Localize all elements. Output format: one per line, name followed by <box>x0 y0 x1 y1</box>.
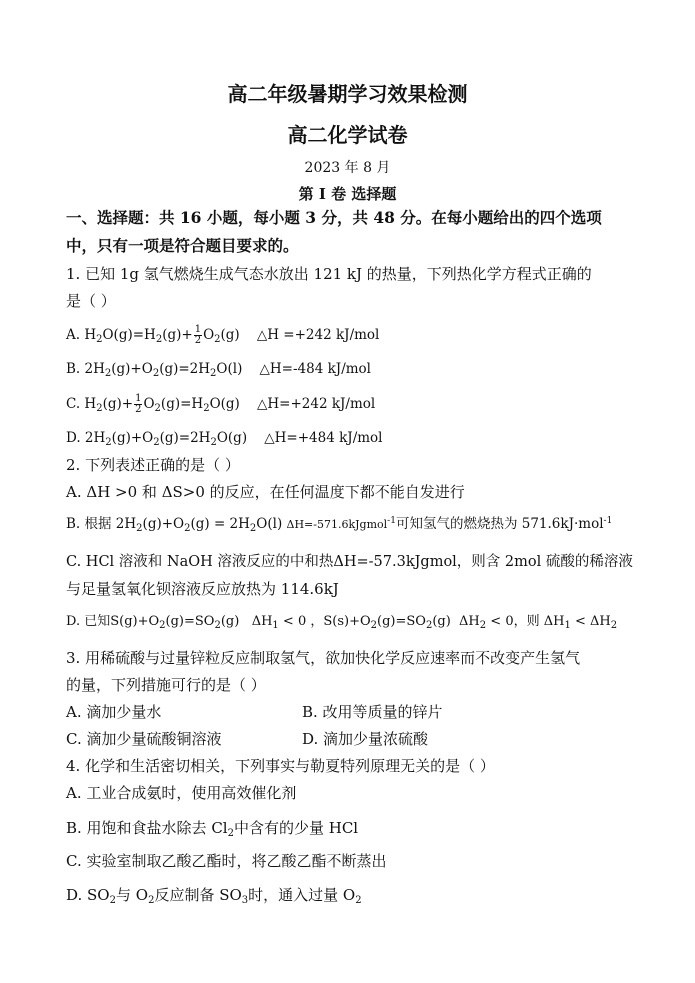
q2-stem: 2. 下列表述正确的是（ ） <box>66 456 240 474</box>
q2-option-d-prefix: D. 已知 <box>66 614 111 629</box>
q1-option-d[interactable]: D. $2H_2(g)+O_2(g)=2H_2O(g)$ △H=+484 kJ/mol <box>66 430 383 448</box>
q4-option-d-mid-1: 与 O <box>115 886 149 904</box>
q1-option-c[interactable]: C. $H_2(g)+$ $\frac{1}{2}$ $O_2(g)=H_2O(g)$ △H=+242 kJ/mol <box>66 393 376 415</box>
section-heading: 第 I 卷 选择题 <box>298 185 397 203</box>
q1-option-a[interactable]: A. $H_2O(g)=H_2(g)+$ $\frac{1}{2}$ $O_2(g)$ △H =+242 kJ/mol <box>66 324 380 346</box>
q4-option-d-prefix: D. SO <box>66 886 110 904</box>
exam-date: 2023 年 8 月 <box>304 160 391 176</box>
q4-option-c[interactable]: C. 实验室制取乙酸乙酯时，将乙酸乙酯不断蒸出 <box>66 852 387 870</box>
instructions-line-2: 中，只有一项是符合题目要求的。 <box>66 236 299 255</box>
q4-option-b[interactable]: B. 用饱和食盐水除去 $Cl_2$中含有的少量 HCl <box>66 819 359 839</box>
exam-subtitle: 高二化学试卷 <box>287 123 408 147</box>
q3-option-c[interactable]: C. 滴加少量硫酸铜溶液 <box>66 730 222 748</box>
q2-option-b-prefix: B. 根据 <box>66 516 112 532</box>
exam-title: 高二年级暑期学习效果检测 <box>227 82 468 106</box>
q3-option-a[interactable]: A. 滴加少量水 <box>66 703 162 721</box>
q2-option-b-suffix: 可知氢气的燃烧热为 571.6kJ·mol <box>395 516 604 532</box>
q3-option-b[interactable]: B. 改用等质量的锌片 <box>302 703 443 721</box>
q3-option-d[interactable]: D. 滴加少量浓硫酸 <box>302 730 429 748</box>
q4-option-d[interactable]: D. $SO_2$与 $O_2$反应制备 $SO_3$时，通入过量 $O_2$ <box>66 886 362 906</box>
q3-stem-line-2: 的量，下列措施可行的是（ ） <box>66 676 266 694</box>
q4-option-d-suffix: 时，通入过量 O <box>248 886 356 904</box>
q1-option-a-dh: △H =+242 kJ/mol <box>256 327 380 343</box>
q4-option-a[interactable]: A. 工业合成氨时，使用高效催化剂 <box>66 784 297 802</box>
q1-option-b-dh: △H=-484 kJ/mol <box>259 361 371 377</box>
q2-option-c-line-1[interactable]: C. HCl 溶液和 NaOH 溶液反应的中和热ΔH=-57.3kJgmol，则含 2mol 硫酸的稀溶液 <box>66 554 633 570</box>
q1-option-d-dh: △H=+484 kJ/mol <box>264 430 383 446</box>
q1-stem-line-1: 1. 已知 1g 氢气燃烧生成气态水放出 121 kJ 的热量，下列热化学方程式正确的 <box>66 265 592 283</box>
q3-stem-line-1: 3. 用稀硫酸与过量锌粒反应制取氢气，欲加快化学反应速率而不改变产生氢气 <box>66 649 581 667</box>
q4-option-d-mid-2: 反应制备 SO <box>154 886 242 904</box>
q2-option-c-line-2: 与足量氢氧化钡溶液反应放热为 114.6kJ <box>66 580 339 598</box>
q2-option-d-suffix: ，则 <box>513 614 540 629</box>
q2-option-d[interactable]: D. 已知$S(g)+O_2(g)=SO_2(g) \Delta H_1 < 0$ ，$S(s)+O_2(g)=SO_2(g) \Delta H_2 < 0$，则 $\Delta H_1 < \Delta H_2$ <box>66 614 618 631</box>
q4-option-b-suffix: 中含有的少量 HCl <box>233 819 359 837</box>
q1-option-b[interactable]: B. $2H_2(g)+O_2(g)=2H_2O(l)$ △H=-484 kJ/mol <box>66 361 371 379</box>
q2-option-b[interactable]: B. 根据 $2H_2(g)+O_2(g) = 2H_2O(l)$ ΔH=-571.6kJgmol$^{-1}$可知氢气的燃烧热为 571.6kJ·mol$^{-1}$ <box>66 516 613 534</box>
q1-option-c-dh: △H=+242 kJ/mol <box>256 396 376 412</box>
q4-stem: 4. 化学和生活密切相关，下列事实与勒夏特列原理无关的是（ ） <box>66 757 495 775</box>
q4-option-b-prefix: B. 用饱和食盐水除去 Cl <box>66 819 228 837</box>
instructions-line-1: 一、选择题：共 16 小题，每小题 3 分，共 48 分。在每小题给出的四个选项 <box>66 208 602 227</box>
q1-stem-line-2: 是（ ） <box>66 292 116 310</box>
q2-option-a[interactable]: A. ΔH >0 和 ΔS>0 的反应，在任何温度下都不能自发进行 <box>66 483 465 501</box>
